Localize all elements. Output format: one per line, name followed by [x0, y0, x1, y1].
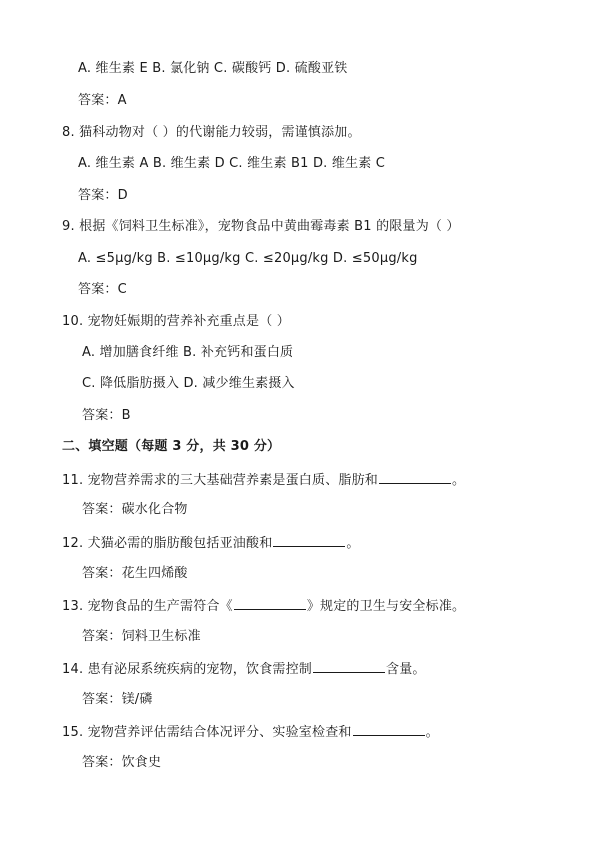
q12-stem	[62, 533, 360, 553]
section-title-fill-in: 二、填空题（每题 3 分，共 30 分）	[62, 439, 281, 454]
q14-stem-before: 14. 患有泌尿系统疾病的宠物，饮食需控制	[62, 662, 313, 677]
q12-stem-after: 。	[346, 536, 360, 551]
q14-stem	[62, 659, 426, 679]
q7-answer: 答案：A	[78, 93, 127, 108]
q8-options: A. 维生素 A B. 维生素 D C. 维生素 B1 D. 维生素 C	[78, 156, 386, 171]
q11-stem	[62, 470, 465, 490]
q7-options: A. 维生素 E B. 氯化钠 C. 碳酸钙 D. 硫酸亚铁	[78, 61, 348, 76]
q15-stem-before: 15. 宠物营养评估需结合体况评分、实验室检查和	[62, 725, 352, 740]
q13-blank	[234, 596, 306, 610]
q9-stem: 9. 根据《饲料卫生标准》，宠物食品中黄曲霉毒素 B1 的限量为（ ）	[62, 219, 460, 234]
q13-stem	[62, 596, 465, 616]
q10-stem: 10. 宠物妊娠期的营养补充重点是（ ）	[62, 314, 290, 329]
q14-stem-after: 含量。	[386, 662, 426, 677]
q12-blank	[273, 533, 345, 547]
q9-answer: 答案：C	[78, 282, 127, 297]
q9-options: A. ≤5μg/kg B. ≤10μg/kg C. ≤20μg/kg D. ≤50μg/kg	[78, 251, 418, 266]
q11-blank	[379, 470, 451, 484]
q11-stem-after: 。	[452, 473, 466, 488]
q10-answer: 答案：B	[82, 408, 131, 423]
q15-stem	[62, 722, 439, 742]
q11-stem-before: 11. 宠物营养需求的三大基础营养素是蛋白质、脂肪和	[62, 473, 379, 488]
q8-answer: 答案：D	[78, 188, 128, 203]
q15-blank	[353, 722, 425, 736]
q15-answer: 答案：饮食史	[82, 755, 162, 770]
q12-stem-before: 12. 犬猫必需的脂肪酸包括亚油酸和	[62, 536, 273, 551]
q13-stem-after: 》规定的卫生与安全标准。	[306, 599, 466, 614]
q10-options-row2: C. 降低脂肪摄入 D. 减少维生素摄入	[82, 376, 295, 391]
q12-answer: 答案：花生四烯酸	[82, 566, 188, 581]
q13-answer: 答案：饲料卫生标准	[82, 629, 201, 644]
q14-answer: 答案：镁/磷	[82, 692, 153, 707]
q8-stem: 8. 猫科动物对（ ）的代谢能力较弱，需谨慎添加。	[62, 125, 361, 140]
q11-answer: 答案：碳水化合物	[82, 502, 188, 517]
q14-blank	[313, 659, 385, 673]
q15-stem-after: 。	[425, 725, 439, 740]
q10-options-row1: A. 增加膳食纤维 B. 补充钙和蛋白质	[82, 345, 294, 360]
q13-stem-before: 13. 宠物食品的生产需符合《	[62, 599, 233, 614]
